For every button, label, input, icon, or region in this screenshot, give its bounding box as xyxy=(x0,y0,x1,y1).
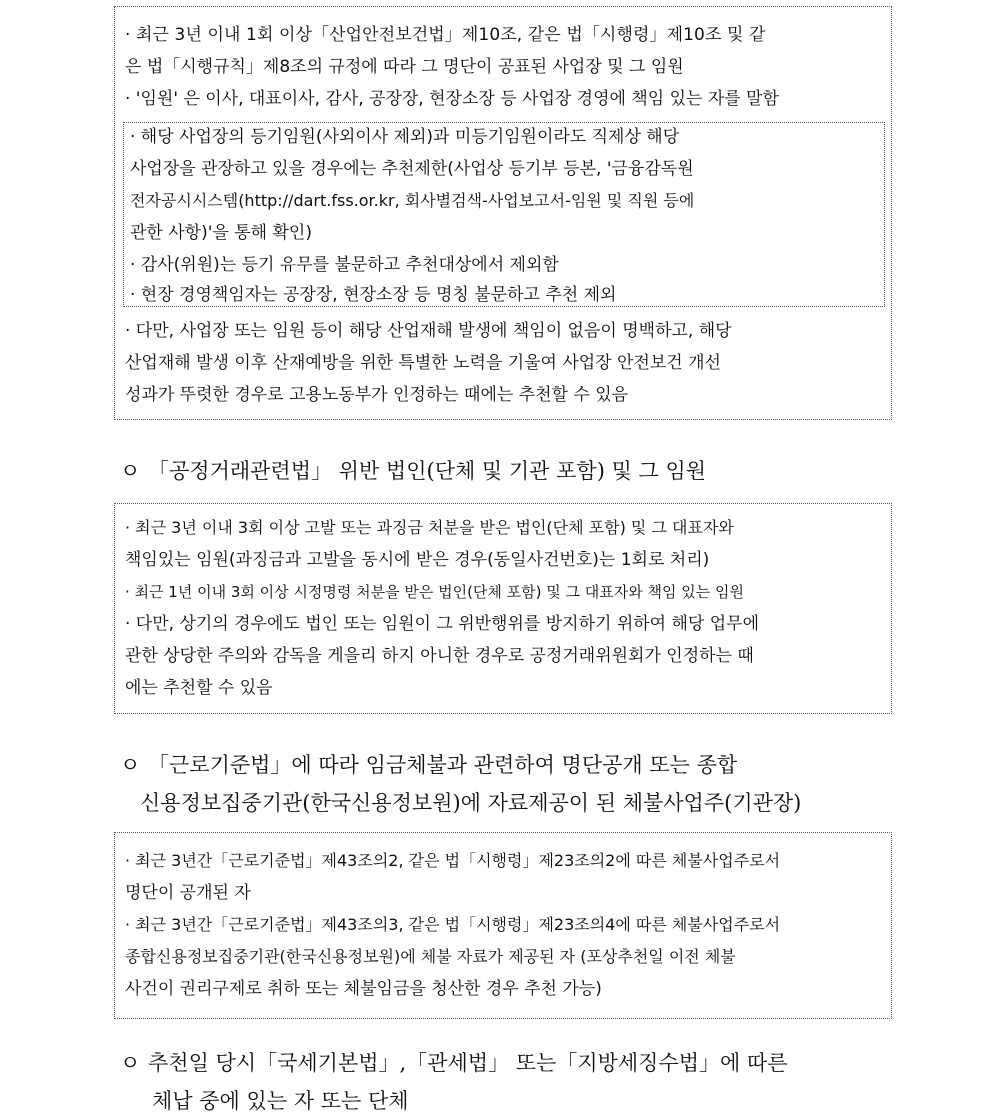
box2-line-2: 책임있는 임원(과징금과 고발을 동시에 받은 경우(동일사건번호)는 1회로 처리) xyxy=(125,550,710,570)
section-heading-labor xyxy=(120,752,737,778)
criteria-box-safety xyxy=(114,6,892,420)
executive-notes-box xyxy=(123,122,885,307)
section-heading-tax xyxy=(120,1050,788,1076)
section-heading-fair-trade xyxy=(120,458,706,484)
inner-line-5: · 감사(위원)는 등기 유무를 불문하고 추천대상에서 제외함 xyxy=(130,255,559,275)
section-heading-line-1: 추천일 당시「국세기본법」,「관세법」 또는「지방세징수법」에 따른 xyxy=(148,1051,788,1075)
box1-after-line-3: 성과가 뚜렷한 경우로 고용노동부가 인정하는 때에는 추천할 수 있음 xyxy=(125,385,629,405)
section-marker: ㅇ xyxy=(120,459,141,483)
box2-line-3: · 최근 1년 이내 3회 이상 시정명령 처분을 받은 법인(단체 포함) 및 그 대표자와 책임 있는 임원 xyxy=(125,583,745,601)
criteria-box-fair-trade xyxy=(114,503,892,714)
box2-line-6: 에는 추천할 수 있음 xyxy=(125,678,273,698)
inner-line-3: 전자공시시스템(http://dart.fss.or.kr, 회사별검색-사업보고서-임원 및 직원 등에 xyxy=(130,191,695,210)
section-heading-text: 「공정거래관련법」 위반 법인(단체 및 기관 포함) 및 그 임원 xyxy=(148,459,707,483)
box1-line-2: 은 법「시행규칙」제8조의 규정에 따라 그 명단이 공표된 사업장 및 그 임원 xyxy=(125,57,684,77)
box2-line-5: 관한 상당한 주의와 감독을 게을리 하지 아니한 경우로 공정거래위원회가 인정하는 때 xyxy=(125,646,754,666)
box2-line-4: · 다만, 상기의 경우에도 법인 또는 임원이 그 위반행위를 방지하기 위하여 해당 업무에 xyxy=(125,614,760,634)
box1-line-3: · '임원' 은 이사, 대표이사, 감사, 공장장, 현장소장 등 사업장 경영에 책임 있는 자를 말함 xyxy=(125,89,779,109)
section-heading-line-1: 「근로기준법」에 따라 임금체불과 관련하여 명단공개 또는 종합 xyxy=(148,753,738,777)
section-heading-labor-line-2: 신용정보집중기관(한국신용정보원)에 자료제공이 된 체불사업주(기관장) xyxy=(140,791,802,815)
box3-line-4: 종합신용정보집중기관(한국신용정보원)에 체불 자료가 제공된 자 (포상추천일 이전 체불 xyxy=(125,947,736,966)
section-marker: ㅇ xyxy=(120,1051,141,1075)
section-marker: ㅇ xyxy=(120,753,141,777)
box3-line-3: · 최근 3년간「근로기준법」제43조의3, 같은 법「시행령」제23조의4에 따른 체불사업주로서 xyxy=(125,915,781,934)
inner-line-6: · 현장 경영책임자는 공장장, 현장소장 등 명칭 불문하고 추천 제외 xyxy=(130,285,617,305)
box3-line-5: 사건이 권리구제로 취하 또는 체불임금을 청산한 경우 추천 가능) xyxy=(125,979,602,999)
box3-line-1: · 최근 3년간「근로기준법」제43조의2, 같은 법「시행령」제23조의2에 따른 체불사업주로서 xyxy=(125,851,781,870)
box1-after-line-1: · 다만, 사업장 또는 임원 등이 해당 산업재해 발생에 책임이 없음이 명백하고, 해당 xyxy=(125,321,732,341)
inner-line-4: 관한 사항)'을 통해 확인) xyxy=(130,223,312,243)
box1-line-1: · 최근 3년 이내 1회 이상「산업안전보건법」제10조, 같은 법「시행령」제10조 및 같 xyxy=(125,25,766,45)
inner-line-2: 사업장을 관장하고 있을 경우에는 추천제한(사업상 등기부 등본, '금융감독원 xyxy=(130,159,694,179)
section-heading-tax-line-2: 체납 중에 있는 자 또는 단체 xyxy=(152,1089,409,1113)
box1-after-line-2: 산업재해 발생 이후 산재예방을 위한 특별한 노력을 기울여 사업장 안전보건 개선 xyxy=(125,353,721,373)
inner-line-1: · 해당 사업장의 등기임원(사외이사 제외)과 미등기임원이라도 직제상 해당 xyxy=(130,127,680,147)
criteria-box-labor xyxy=(114,832,892,1019)
box3-line-2: 명단이 공개된 자 xyxy=(125,883,251,903)
box2-line-1: · 최근 3년 이내 3회 이상 고발 또는 과징금 처분을 받은 법인(단체 포함) 및 그 대표자와 xyxy=(125,518,734,537)
